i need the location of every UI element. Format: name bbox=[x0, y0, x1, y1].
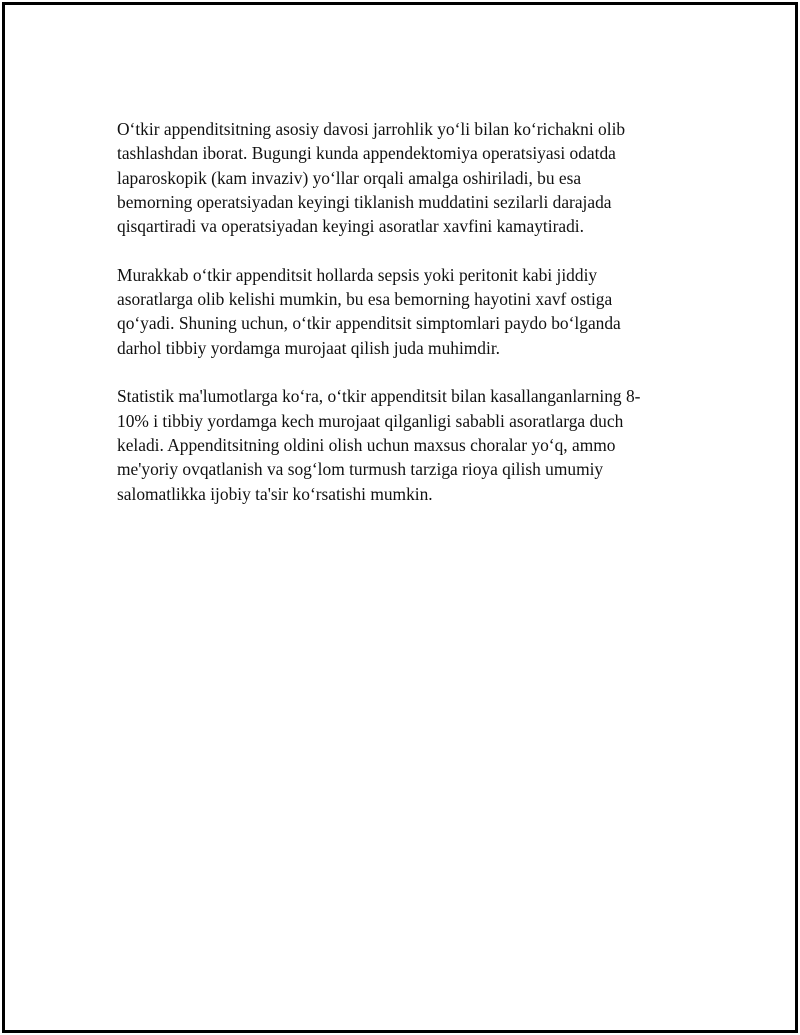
text-line: asoratlarga olib kelishi mumkin, bu esa bemorning hayotini xavf ostiga bbox=[117, 289, 613, 310]
paragraph-statistics bbox=[117, 384, 677, 505]
paragraph-treatment bbox=[117, 117, 677, 238]
text-line: keladi. Appenditsitning oldini olish uchun maxsus choralar yo‘q, ammo bbox=[117, 435, 616, 456]
text-line: qo‘yadi. Shuning uchun, o‘tkir appenditsit simptomlari paydo bo‘lganda bbox=[117, 313, 621, 334]
text-line: salomatlikka ijobiy ta'sir ko‘rsatishi mumkin. bbox=[117, 483, 433, 504]
text-line: O‘tkir appenditsitning asosiy davosi jarrohlik yo‘li bilan ko‘richakni olib bbox=[117, 119, 626, 139]
document-body bbox=[117, 117, 677, 530]
paragraph-complications bbox=[117, 263, 677, 360]
text-line: 10% i tibbiy yordamga kech murojaat qilganligi sababli asoratlarga duch bbox=[117, 410, 624, 431]
text-line: qisqartiradi va operatsiyadan keyingi asoratlar xavfini kamaytiradi. bbox=[117, 216, 584, 237]
text-line: bemorning operatsiyadan keyingi tiklanish muddatini sezilarli darajada bbox=[117, 191, 612, 212]
text-line: Statistik ma'lumotlarga ko‘ra, o‘tkir appenditsit bilan kasallanganlarning 8- bbox=[117, 386, 641, 407]
text-line: laparoskopik (kam invaziv) yo‘llar orqali amalga oshiriladi, bu esa bbox=[117, 167, 582, 188]
text-line: me'yoriy ovqatlanish va sog‘lom turmush tarziga rioya qilish umumiy bbox=[117, 459, 604, 480]
text-line: tashlashdan iborat. Bugungi kunda appendektomiya operatsiyasi odatda bbox=[117, 143, 616, 164]
text-line: darhol tibbiy yordamga murojaat qilish juda muhimdir. bbox=[117, 337, 501, 358]
text-line: Murakkab o‘tkir appenditsit hollarda sepsis yoki peritonit kabi jiddiy bbox=[117, 264, 598, 285]
